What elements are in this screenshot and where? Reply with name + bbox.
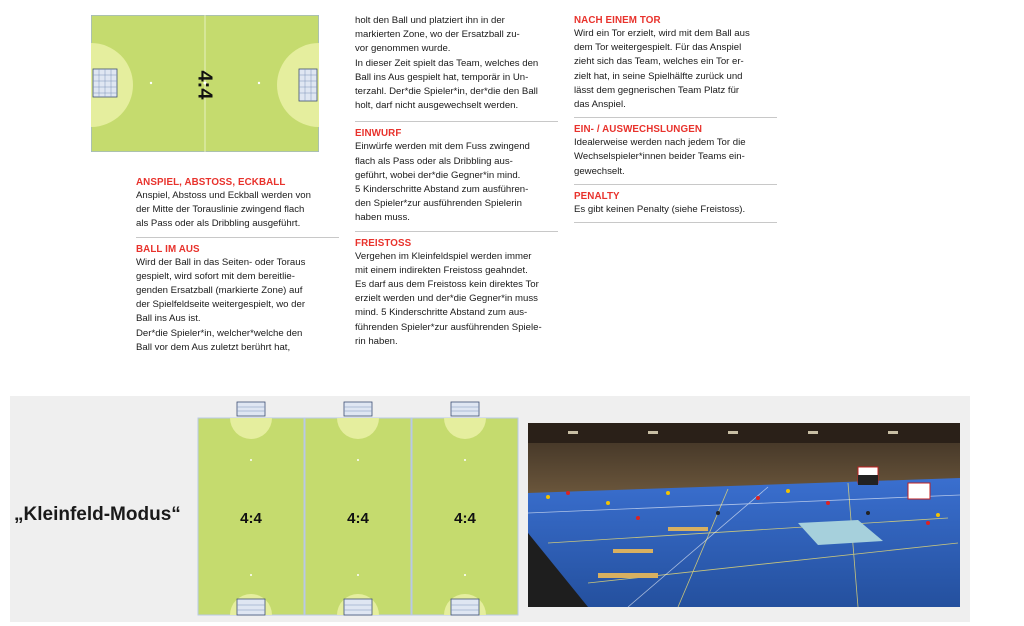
text-anspiel: Anspiel, Abstoss und Eckball werden von der Mitte der Torauslinie zwingend flach als Pass oder als Dribbling ausgeführt. — [136, 190, 311, 230]
divider — [574, 222, 777, 228]
column-right — [574, 14, 777, 228]
three-fields-diagram — [196, 400, 520, 620]
top-field-score: 4:4 — [193, 70, 216, 100]
field-3-score: 4:4 — [454, 510, 476, 527]
section-freistoss — [355, 231, 558, 349]
text-nach-tor: Wird ein Tor erzielt, wird mit dem Ball aus dem Tor weitergespielt. Für das Anspiel zieht sich das Team, welches ein Tor er- zielt hat, in seine Spielhälfte zurück und lässt dem gegnerischen Team Platz für das Anspiel. — [574, 28, 750, 111]
field-diagram-top — [91, 15, 319, 152]
section-anspiel — [136, 176, 339, 232]
section-ball-im-aus — [136, 237, 339, 355]
field-2-score: 4:4 — [347, 510, 369, 527]
heading-nach-tor: NACH EINEM TOR — [574, 15, 661, 26]
column-middle — [355, 14, 558, 349]
text-ball-im-aus: Wird der Ball in das Seiten- oder Toraus gespielt, wird sofort mit dem bereitlie- genden Ersatzball (markierte Zone) auf der Spielfeldseite weitergespielt, wo der Ball ins Aus ist. Der*die Spieler*in, welcher*welche den Ball vor dem Aus zuletzt berührt hat, — [136, 256, 306, 353]
text-freistoss: Vergehen im Kleinfeldspiel werden immer mit einem indirekten Freistoss geahndet. Es darf aus dem Freistoss kein direktes Tor erzielt werden und der*die Gegner*in muss mind. 5 Kinderschritte Abstand zum aus- führenden Spieler*zur ausführenden Spiele- rin haben. — [355, 250, 542, 347]
section-einwurf — [355, 121, 558, 225]
text-ball-im-aus-cont: holt den Ball und platziert ihn in der markierten Zone, wo der Ersatzball zu- vor genommen wurde. In dieser Zeit spielt das Team, welches den Ball ins Aus gespielt hat, temporär in Un- terzahl. Der*die Spieler*in, der*die den Ball holt, darf nicht ausgewechselt werden. — [355, 15, 539, 112]
heading-freistoss: FREISTOSS — [355, 237, 412, 249]
text-einwurf: Einwürfe werden mit dem Fuss zwingend flach als Pass oder als Dribbling aus- geführt, wobei der*die Gegner*in mind. 5 Kinderschritte Abstand zum ausführen- den Spieler*zur ausführenden Spielerin haben muss. — [355, 141, 530, 224]
section-penalty — [574, 184, 777, 217]
column-left — [136, 176, 339, 355]
text-penalty: Es gibt keinen Penalty (siehe Freistoss). — [574, 203, 746, 215]
mode-title: „Kleinfeld-Modus“ — [14, 504, 181, 525]
heading-wechsel: EIN- / AUSWECHSLUNGEN — [574, 124, 703, 136]
heading-penalty: PENALTY — [574, 190, 620, 202]
section-wechsel — [574, 117, 777, 179]
sports-hall-photo — [528, 423, 960, 607]
section-nach-tor — [574, 14, 777, 112]
heading-anspiel: ANSPIEL, ABSTOSS, ECKBALL — [136, 177, 286, 188]
text-wechsel: Idealerweise werden nach jedem Tor die Wechselspieler*innen beider Teams ein- gewechselt. — [574, 137, 746, 177]
section-ball-im-aus-cont — [355, 14, 558, 113]
field-1-score: 4:4 — [240, 510, 262, 527]
heading-einwurf: EINWURF — [355, 128, 402, 140]
heading-ball-im-aus: BALL IM AUS — [136, 243, 200, 255]
